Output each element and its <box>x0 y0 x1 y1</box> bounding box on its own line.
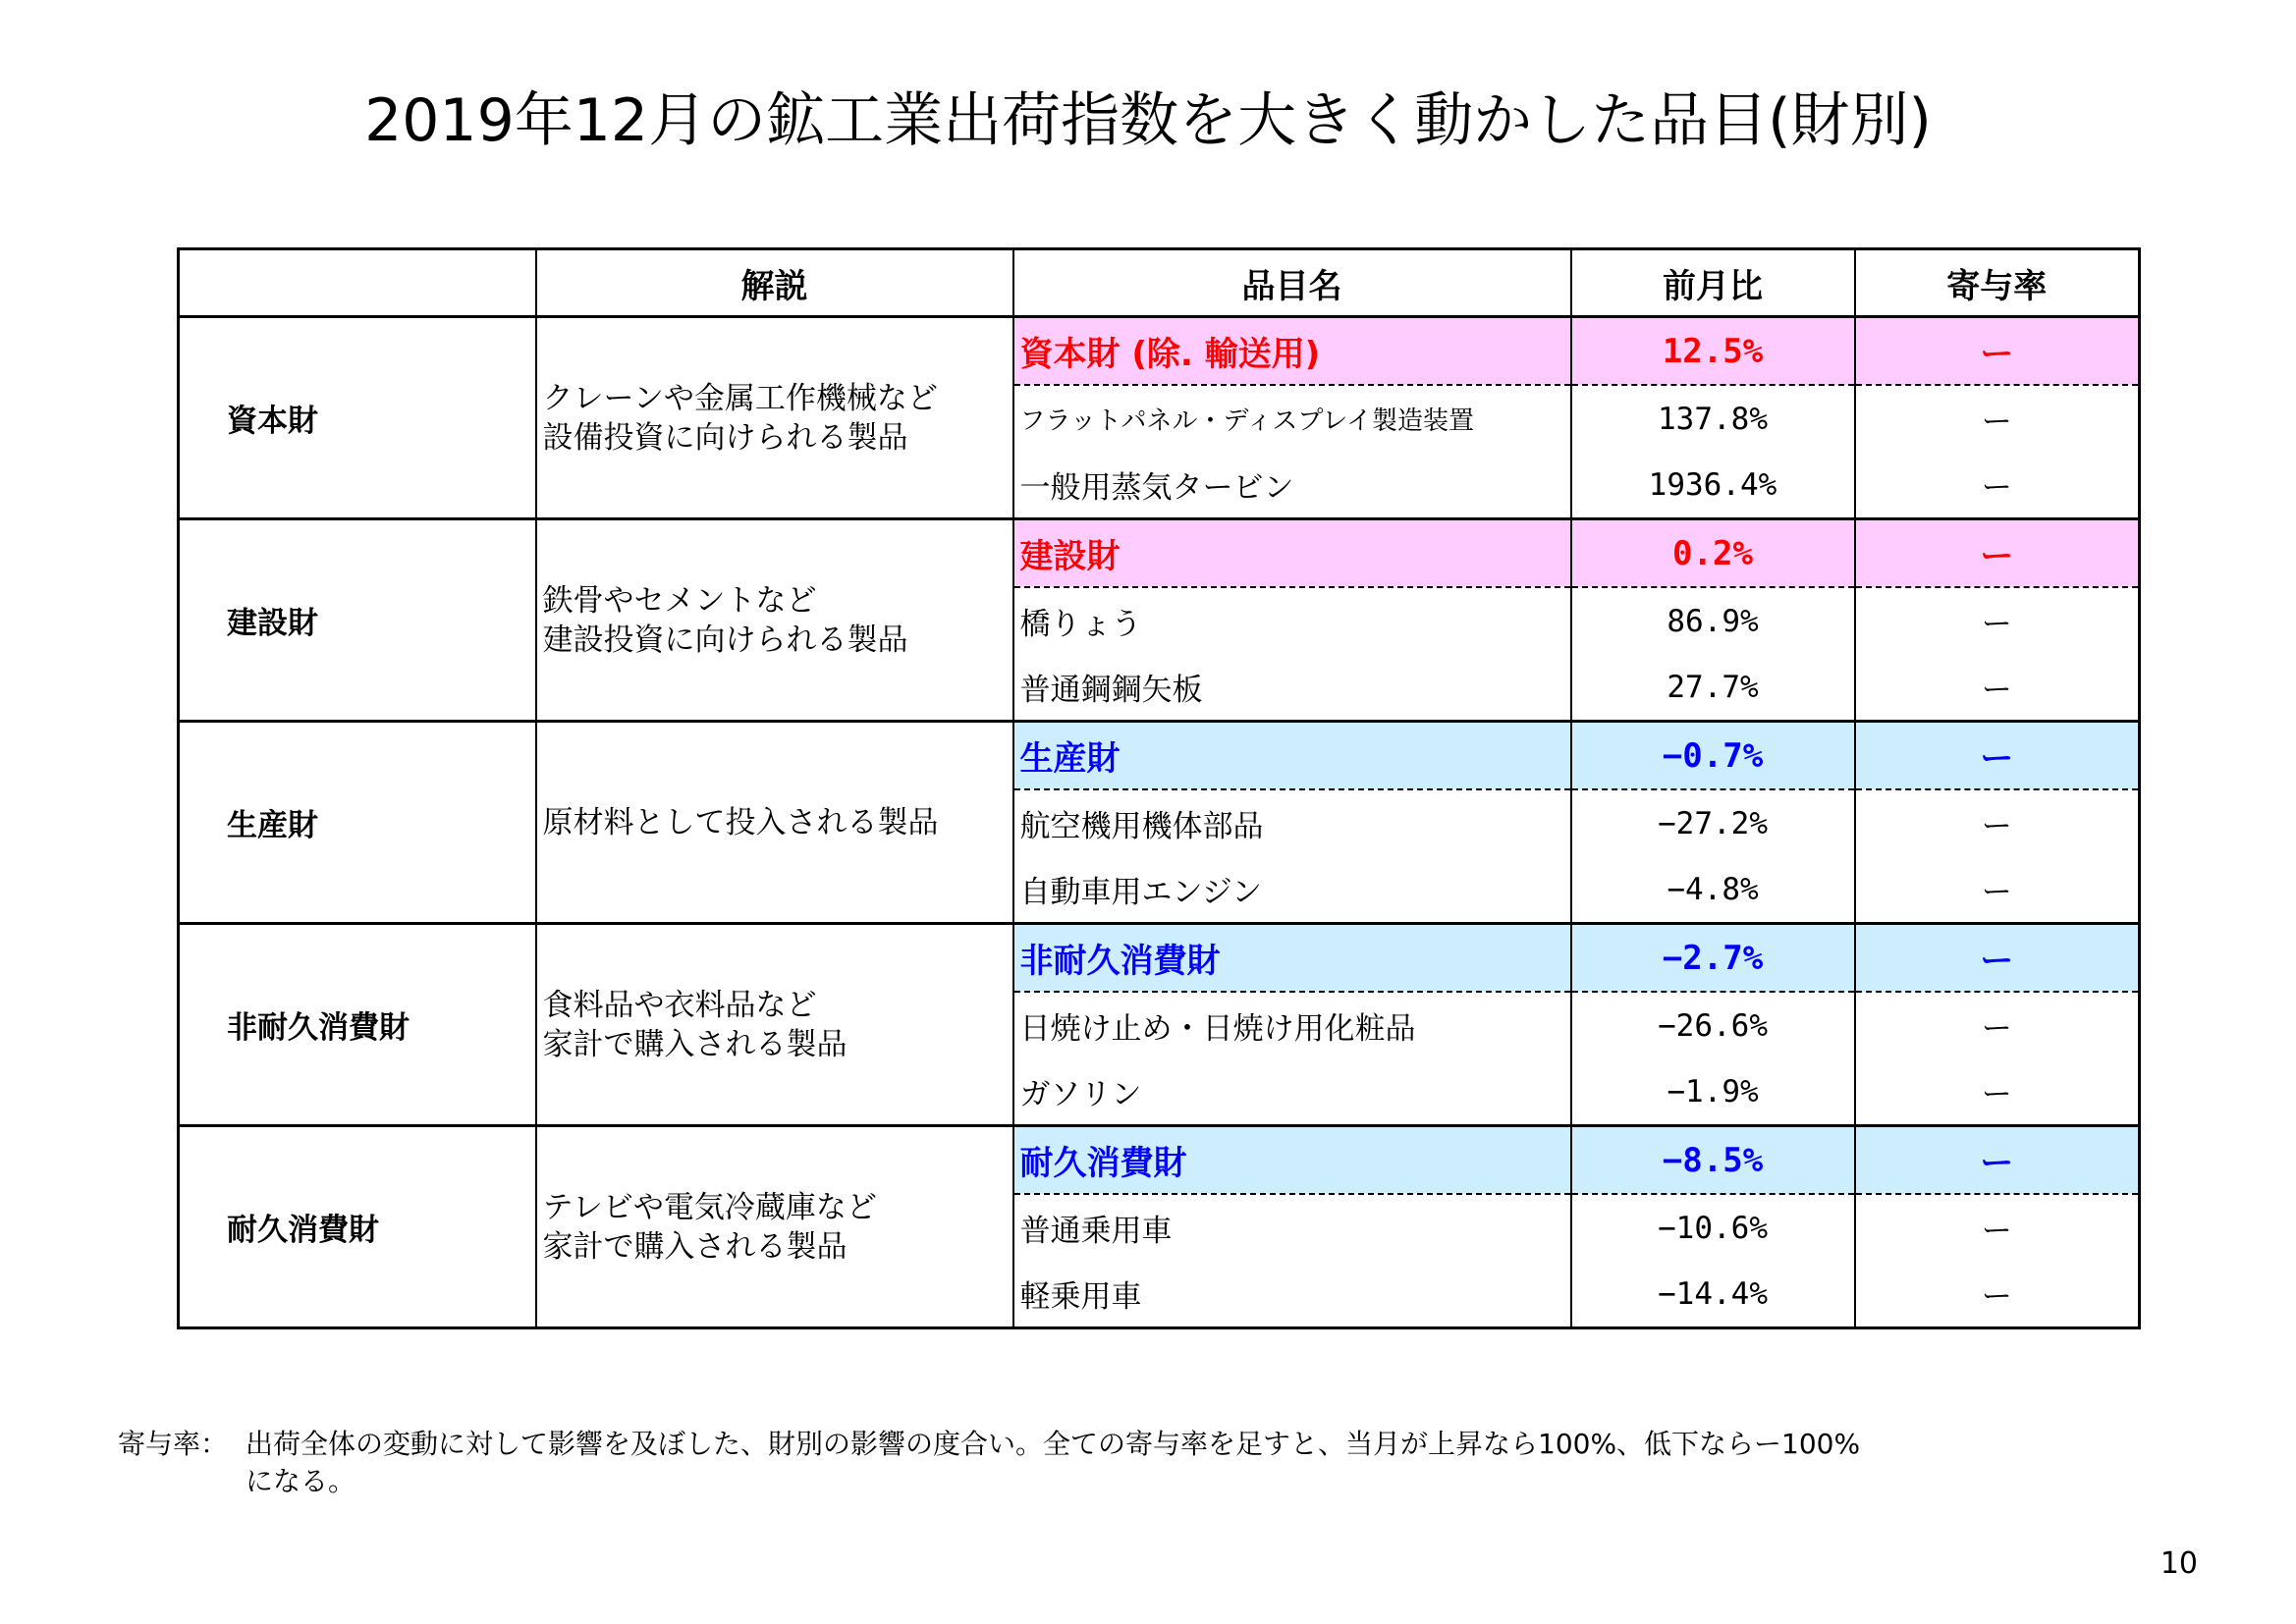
header-item-name: 品目名 <box>1013 249 1571 317</box>
item-name: 軽乗用車 <box>1013 1261 1571 1328</box>
header-contribution: 寄与率 <box>1855 249 2140 317</box>
category-label: 非耐久消費財 <box>179 924 536 1126</box>
item-contribution: ー <box>1855 924 2140 993</box>
item-contribution: ー <box>1855 385 2140 452</box>
category-description <box>536 722 1013 924</box>
item-name: フラットパネル・ディスプレイ製造装置 <box>1013 385 1571 452</box>
item-name: 非耐久消費財 <box>1013 924 1571 993</box>
item-contribution: ー <box>1855 992 2140 1058</box>
item-change: −4.8% <box>1571 856 1855 924</box>
footnote <box>118 1426 1860 1500</box>
header-description: 解説 <box>536 249 1013 317</box>
items-table <box>177 247 2141 1329</box>
description-line: テレビや電気冷蔵庫など <box>542 1189 877 1225</box>
category-label: 資本財 <box>179 317 536 519</box>
footnote-line2: になる。 <box>246 1465 356 1497</box>
item-change: −10.6% <box>1571 1194 1855 1261</box>
item-change: 137.8% <box>1571 385 1855 452</box>
item-name: ガソリン <box>1013 1058 1571 1126</box>
item-name: 航空機用機体部品 <box>1013 789 1571 856</box>
item-change: −2.7% <box>1571 924 1855 993</box>
item-name: 橋りょう <box>1013 587 1571 654</box>
item-change: 27.7% <box>1571 654 1855 722</box>
table-row <box>179 519 2140 588</box>
category-label: 耐久消費財 <box>179 1126 536 1328</box>
table-row <box>179 924 2140 993</box>
item-contribution: ー <box>1855 452 2140 519</box>
footnote-label: 寄与率： <box>118 1428 229 1460</box>
category-description <box>536 1126 1013 1328</box>
table-row <box>179 317 2140 386</box>
table-row <box>179 722 2140 790</box>
category-description <box>536 519 1013 722</box>
footnote-line1: 出荷全体の変動に対して影響を及ぼした、財別の影響の度合い。全ての寄与率を足すと、当月が上昇なら100%、低下ならー100% <box>246 1428 1861 1460</box>
item-name: 普通鋼鋼矢板 <box>1013 654 1571 722</box>
page-title: 2019年12月の鉱工業出荷指数を大きく動かした品目(財別) <box>364 86 1932 155</box>
item-contribution: ー <box>1855 519 2140 588</box>
item-contribution: ー <box>1855 654 2140 722</box>
item-contribution: ー <box>1855 587 2140 654</box>
item-contribution: ー <box>1855 1126 2140 1195</box>
item-contribution: ー <box>1855 317 2140 386</box>
item-change: −1.9% <box>1571 1058 1855 1126</box>
item-change: −14.4% <box>1571 1261 1855 1328</box>
header-change: 前月比 <box>1571 249 1855 317</box>
item-name: 自動車用エンジン <box>1013 856 1571 924</box>
description-line: 建設投資に向けられる製品 <box>542 622 908 658</box>
category-description <box>536 924 1013 1126</box>
category-description <box>536 317 1013 519</box>
item-change: −8.5% <box>1571 1126 1855 1195</box>
item-name: 普通乗用車 <box>1013 1194 1571 1261</box>
description-line: 設備投資に向けられる製品 <box>542 419 908 456</box>
item-change: −26.6% <box>1571 992 1855 1058</box>
item-name: 建設財 <box>1013 519 1571 588</box>
description-line: 食料品や衣料品など <box>542 987 817 1023</box>
item-name: 耐久消費財 <box>1013 1126 1571 1195</box>
description-line: 原材料として投入される製品 <box>542 804 939 840</box>
description-line: クレーンや金属工作機械など <box>542 380 938 416</box>
table-header-row <box>179 249 2140 317</box>
description-line: 鉄骨やセメントなど <box>542 582 817 619</box>
item-name: 資本財 (除. 輸送用) <box>1013 317 1571 386</box>
item-change: 86.9% <box>1571 587 1855 654</box>
item-contribution: ー <box>1855 1194 2140 1261</box>
category-label: 生産財 <box>179 722 536 924</box>
description-line: 家計で購入される製品 <box>542 1026 847 1062</box>
item-change: 1936.4% <box>1571 452 1855 519</box>
table-row <box>179 1126 2140 1195</box>
item-name: 生産財 <box>1013 722 1571 790</box>
item-change: 12.5% <box>1571 317 1855 386</box>
item-contribution: ー <box>1855 789 2140 856</box>
header-category <box>179 249 536 317</box>
category-label: 建設財 <box>179 519 536 722</box>
description-line: 家計で購入される製品 <box>542 1228 847 1265</box>
item-contribution: ー <box>1855 722 2140 790</box>
item-name: 一般用蒸気タービン <box>1013 452 1571 519</box>
item-name: 日焼け止め・日焼け用化粧品 <box>1013 992 1571 1058</box>
item-change: −27.2% <box>1571 789 1855 856</box>
item-change: −0.7% <box>1571 722 1855 790</box>
item-contribution: ー <box>1855 1261 2140 1328</box>
item-change: 0.2% <box>1571 519 1855 588</box>
page-number: 10 <box>2159 1546 2198 1581</box>
item-contribution: ー <box>1855 856 2140 924</box>
item-contribution: ー <box>1855 1058 2140 1126</box>
